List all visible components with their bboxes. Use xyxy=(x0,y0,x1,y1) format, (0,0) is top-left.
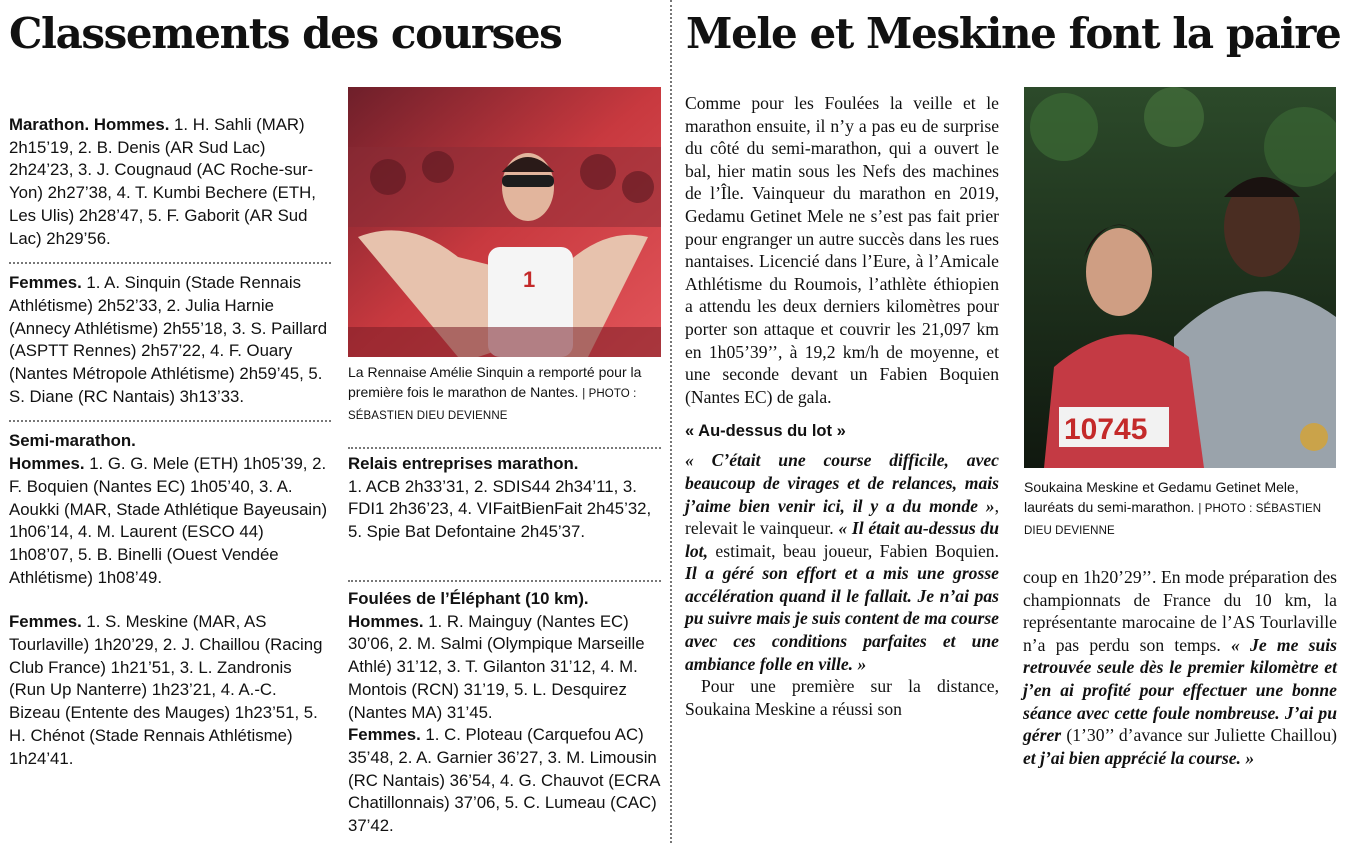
semi-winners-photo xyxy=(1024,87,1336,468)
col4-bold-2: et j’ai bien apprécié la course. » xyxy=(1023,747,1255,768)
foulees-label: Foulées de l’Éléphant (10 km). xyxy=(348,589,589,608)
semi-women-label: Femmes. xyxy=(9,612,82,632)
relais-block xyxy=(348,453,661,544)
bib-number: 1 xyxy=(523,267,536,292)
photo-caption xyxy=(348,362,662,426)
paragraph-4 xyxy=(1023,566,1337,769)
divider xyxy=(348,447,661,449)
semi-label: Semi-marathon. xyxy=(9,431,136,451)
semi-women-text: 1. S. Meskine (MAR, AS Tourlaville) 1h20’29, 2. J. Chaillou (Racing Club France) 1h21’51, 3. L. Zandronis (Run Up Nanterre) 1h23’21, 4. A.-C. Bizeau (Entente des Mauges) 1h23’51, 5. H. Chénot (Stade Rennais Athlétisme) 1h24’41. xyxy=(9,612,323,768)
col4-plain-1: coup en 1h20’29’’. En mode préparation des championnats de France du 10 km, la représentante marocaine de l’AS Tourlaville n’a pas perdu son temps. xyxy=(1023,567,1337,655)
photo-caption-text: Soukaina Meskine et Gedamu Getinet Mele, lauréats du semi-marathon. xyxy=(1024,479,1299,515)
marathon-photo-caption-block xyxy=(348,362,662,426)
marathon-label: Marathon. Hommes. xyxy=(9,115,170,134)
divider xyxy=(348,580,661,582)
semi-results xyxy=(9,430,331,589)
semi-women-results xyxy=(9,611,331,770)
relais-label: Relais entreprises marathon. xyxy=(348,454,579,473)
bib-number: 10745 xyxy=(1064,413,1148,446)
semi-men-text: 1. G. G. Mele (ETH) 1h05’39, 2. F. Boquien (Nantes EC) 1h05’40, 3. A. Aoukki (MAR, Stade Athlétique Bayeusain) 1h06’14, 4. M. Laurent (ESCO 44) 1h08’07, 5. B. Binelli (Ouest Vendée Athlétisme) 1h08’49. xyxy=(9,454,328,587)
col4-plain-2: (1’30’’ d’avance sur Juliette Chaillou) xyxy=(1061,725,1337,746)
quote-paragraph xyxy=(685,449,999,675)
semi-men-label: Hommes. xyxy=(9,454,85,474)
photo-credit: | PHOTO : SÉBASTIEN DIEU DEVIENNE xyxy=(348,388,637,422)
foulees-block xyxy=(348,588,661,838)
photo-caption xyxy=(1024,477,1336,541)
women-label: Femmes. xyxy=(9,273,82,293)
foulees-men-label: Hommes. xyxy=(348,611,424,631)
divider xyxy=(9,420,331,422)
women-text: 1. A. Sinquin (Stade Rennais Athlétisme) 2h52’33, 2. Julia Harnie (Annecy Athlétisme) 2h55’18, 3. S. Paillard (ASPTT Rennes) 2h57’22, 4. F. Ouary (Nantes Métropole Athlétisme) 2h59’45, 5. S. Diane (RC Nantais) 3h13’33. xyxy=(9,273,328,406)
quote3-bold: Il a géré son effort et a mis une grosse accélération quand il le fallait. Je n’ai pas pu suivre mais je suis content de ma course avec ces conditions parfaites et une ambiance folle en ville. » xyxy=(685,563,999,674)
relais-results xyxy=(348,453,661,544)
paragraph-3: Pour une première sur la distance, Soukaina Meskine a réussi son xyxy=(685,676,999,719)
marathon-results xyxy=(9,114,331,250)
quote1-plain: , relevait le vainqueur. xyxy=(685,495,999,539)
semi-winners-photo-image xyxy=(1024,87,1336,468)
photo-credit: | PHOTO : SÉBASTIEN DIEU DEVIENNE xyxy=(1024,503,1322,537)
foulees-women-label: Femmes. xyxy=(348,725,421,745)
article-column-4 xyxy=(1023,566,1337,769)
semi-photo-caption-block xyxy=(1024,477,1336,541)
foulees-women-text: 1. C. Ploteau (Carquefou AC) 35’48, 2. A. Garnier 36’27, 3. M. Limousin (RC Nantais) 36’54, 4. G. Chauvot (ECRA Chatillonnais) 37’06, 5. C. Lumeau (CAC) 37’42. xyxy=(348,725,660,836)
left-headline: Classements des courses xyxy=(9,9,562,58)
right-headline: Mele et Meskine font la paire xyxy=(686,9,1341,58)
results-column-1 xyxy=(9,114,331,770)
relais-text: 1. ACB 2h33’31, 2. SDIS44 2h34’11, 3. FDI1 2h36’23, 4. VIFaitBienFait 2h45’32, 5. Spie Bat Defontaine 2h45’37. xyxy=(348,476,652,542)
foulees-results xyxy=(348,588,661,838)
marathon-women-results xyxy=(9,272,331,408)
intro-paragraph: Comme pour les Foulées la veille et le marathon ensuite, il n’y a pas eu de surprise du côté du semi-marathon, qui a ouvert le bal, hier matin sous les Nefs des machines de l’Île. Vainqueur du marathon en 2019, Gedamu Getinet Mele ne s’est pas fait prier pour engranger un autre succès dans les rues nantaises. Licencié dans l’Eure, à l’Amicale Athlétisme du Roumois, l’athlète éthiopien a attendu les deux derniers kilomètres pour porter son attaque et couvrir les 21,097 km en 1h05’39’’, à 19,2 km/h de moyenne, et une seconde devant un Fabien Boquien (Nantes EC) de gala. xyxy=(685,93,999,407)
divider xyxy=(9,262,331,264)
col4-bold-1: « Je me suis retrouvée seule dès le premier kilomètre et j’en ai profité pour effectuer une bonne séance avec cette foule nombreuse. J’ai pu gérer xyxy=(1023,634,1337,746)
quote1-bold: « C’était une course difficile, avec beaucoup de virages et de relances, mais j’aime bien venir ici, il y a du monde » xyxy=(685,450,999,516)
quote2-bold: « Il était au-dessus du lot, xyxy=(685,518,999,561)
photo-caption-text: La Rennaise Amélie Sinquin a remporté pour la première fois le marathon de Nantes. xyxy=(348,364,642,400)
page-column-separator xyxy=(670,0,672,843)
runner-photo-image xyxy=(348,87,661,357)
foulees-men-text: 1. R. Mainguy (Nantes EC) 30’06, 2. M. Salmi (Olympique Marseille Athlé) 31’12, 3. T. Gilanton 31’12, 4. M. Montois (RCN) 31’19, 5. L. Desquirez (Nantes MA) 31’45. xyxy=(348,611,645,722)
quote2-plain: estimait, beau joueur, Fabien Boquien. xyxy=(707,540,999,561)
subhead-kicker: « Au-dessus du lot » xyxy=(685,422,846,441)
marathon-winner-photo xyxy=(348,87,661,357)
article-column-3 xyxy=(685,92,999,720)
marathon-text: 1. H. Sahli (MAR) 2h15’19, 2. B. Denis (AR Sud Lac) 2h24’23, 3. J. Cougnaud (AC Roche-sur-Yon) 2h27’38, 4. T. Kumbi Bechere (ETH, Les Ulis) 2h28’47, 5. F. Gaborit (AR Sud Lac) 2h29’56. xyxy=(9,115,316,248)
